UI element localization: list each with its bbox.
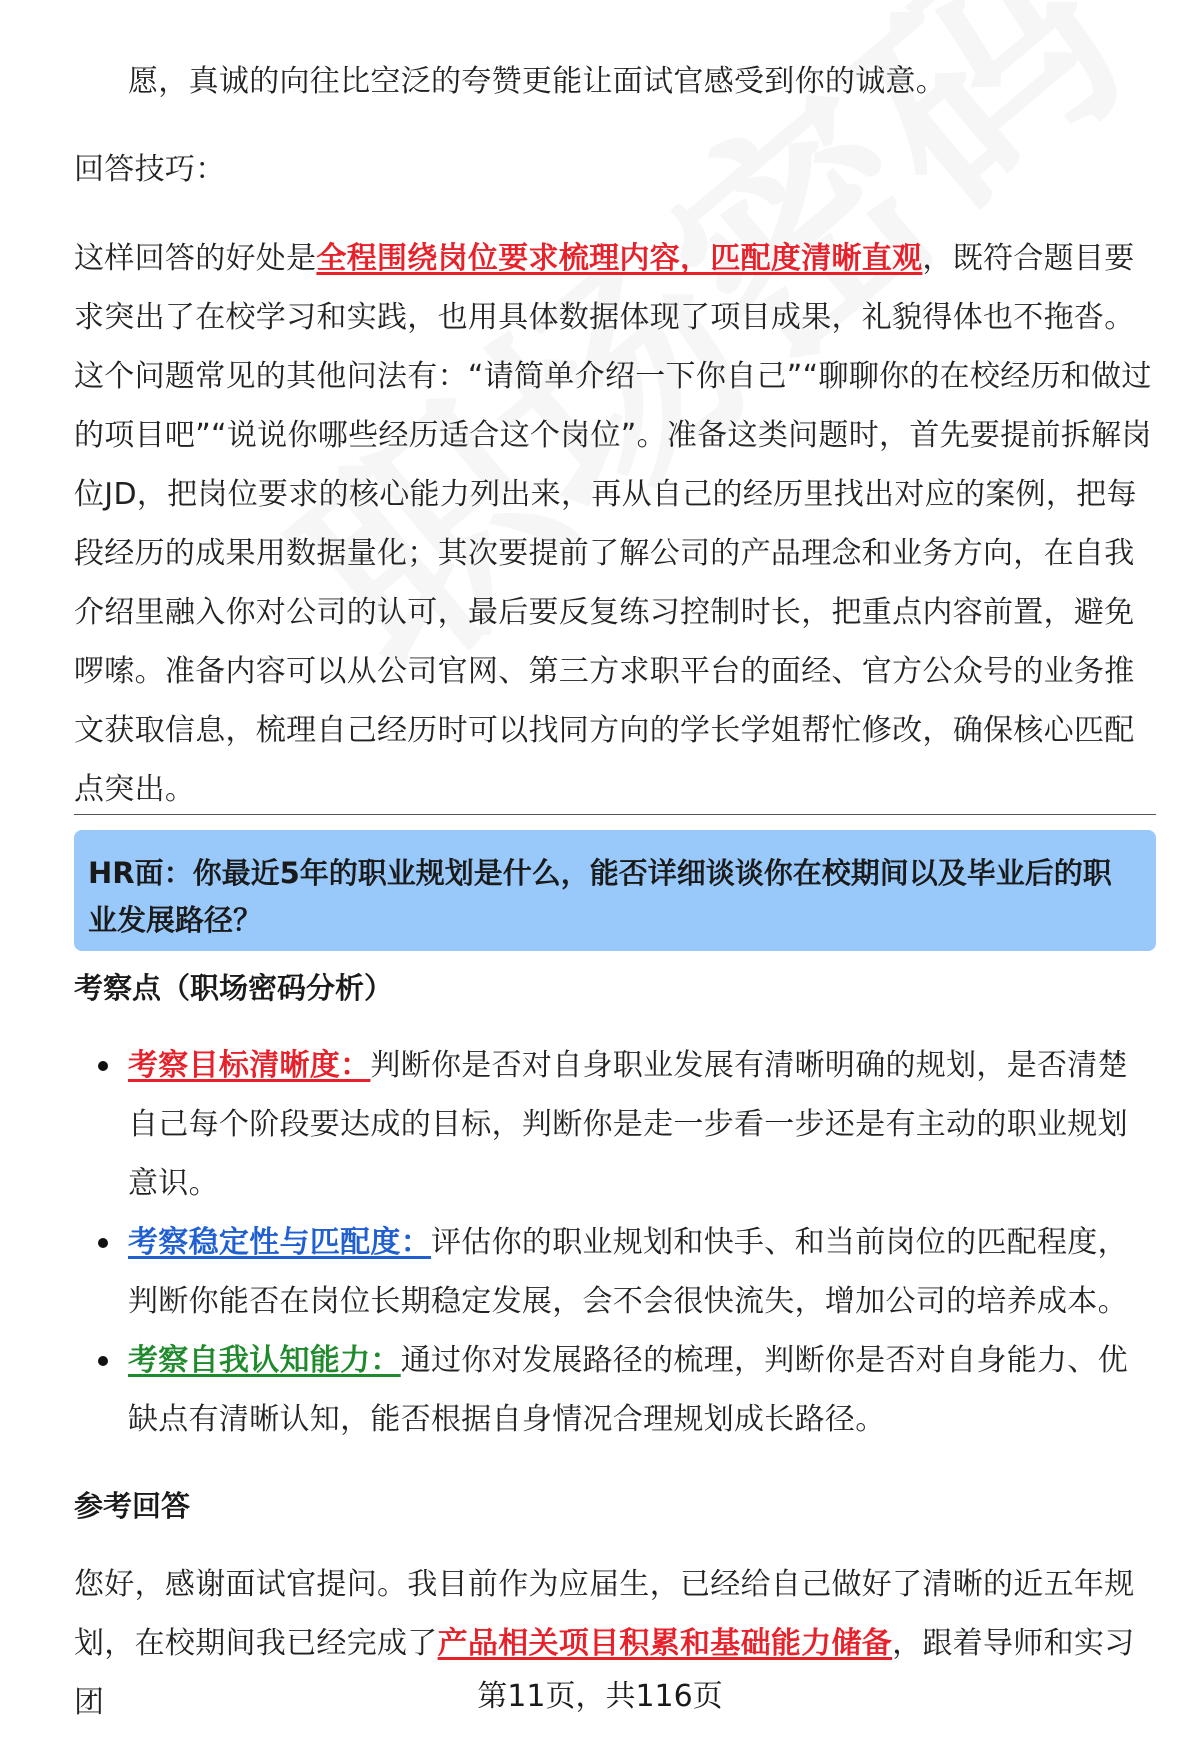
tips-suffix: ，既符合题目要求突出了在校学习和实践，也用具体数据体现了项目成果，礼貌得体也不拖沓。这个问题常见的其他问法有：“请简单介绍一下你自己”“聊聊你的在校经历和做过的项目吧”“说说你哪些经历适合这个岗位”。准备这类问题时，首先要提前拆解岗位JD，把岗位要求的核心能力列出来，再从自己的经历里找出对应的案例，把每段经历的成果用数据量化；其次要提前了解公司的产品理念和业务方向，在自我介绍里融入你对公司的认可，最后要反复练习控制时长，把重点内容前置，避免啰嗦。准备内容可以从公司官网、第三方求职平台的面经、官方公众号的业务推文获取信息，梳理自己经历时可以找同方向的学长学姐帮忙修改，确保核心匹配点突出。: [74, 241, 1152, 807]
tips-prefix: 这样回答的好处是: [74, 241, 317, 276]
tips-label: 回答技巧：: [74, 152, 226, 187]
bullet-dot-icon: [98, 1356, 108, 1366]
analysis-point-2: [74, 1213, 1156, 1331]
analysis-point-title: 考察目标清晰度：: [128, 1048, 371, 1083]
analysis-heading: 考察点（职场密码分析）: [74, 971, 394, 1005]
question-text: HR面：你最近5年的职业规划是什么，能否详细谈谈你在校期间以及毕业后的职业发展路径？: [88, 856, 1112, 937]
page-number: 第11页，共116页: [477, 1679, 723, 1714]
analysis-point-3: [74, 1331, 1156, 1449]
tips-highlight: 全程围绕岗位要求梳理内容，匹配度清晰直观: [316, 241, 923, 276]
analysis-point-text: 通过你对发展路径的梳理，判断你是否对自身能力、优缺点有清晰认知，能否根据自身情况合理规划成长路径。: [128, 1343, 1128, 1437]
analysis-point-title: 考察稳定性与匹配度：: [128, 1225, 431, 1260]
analysis-point-text: 评估你的职业规划和快手、和当前岗位的匹配程度，判断你能否在岗位长期稳定发展，会不会很快流失，增加公司的培养成本。: [128, 1225, 1128, 1319]
bullet-dot-icon: [98, 1238, 108, 1248]
intro-tail-text: 愿，真诚的向往比空泛的夸赞更能让面试官感受到你的诚意。: [128, 64, 947, 99]
answer-heading: 参考回答: [74, 1489, 191, 1523]
bullet-dot-icon: [98, 1061, 108, 1071]
analysis-point-title: 考察自我认知能力：: [128, 1343, 401, 1378]
section-divider: [74, 814, 1156, 815]
analysis-point-text: 判断你是否对自身职业发展有清晰明确的规划，是否清楚自己每个阶段要达成的目标，判断你是走一步看一步还是有主动的职业规划意识。: [128, 1048, 1128, 1201]
answer-suffix: ，跟着导师和实习团: [74, 1626, 1135, 1720]
tips-paragraph: [74, 229, 1156, 819]
question-box: [74, 830, 1156, 951]
answer-prefix: 您好，感谢面试官提问。我目前作为应届生，已经给自己做好了清晰的近五年规划，在校期间我已经完成了: [74, 1567, 1135, 1661]
analysis-point-1: [74, 1036, 1156, 1213]
analysis-list: [74, 1036, 1156, 1449]
answer-highlight: 产品相关项目积累和基础能力储备: [437, 1626, 893, 1661]
